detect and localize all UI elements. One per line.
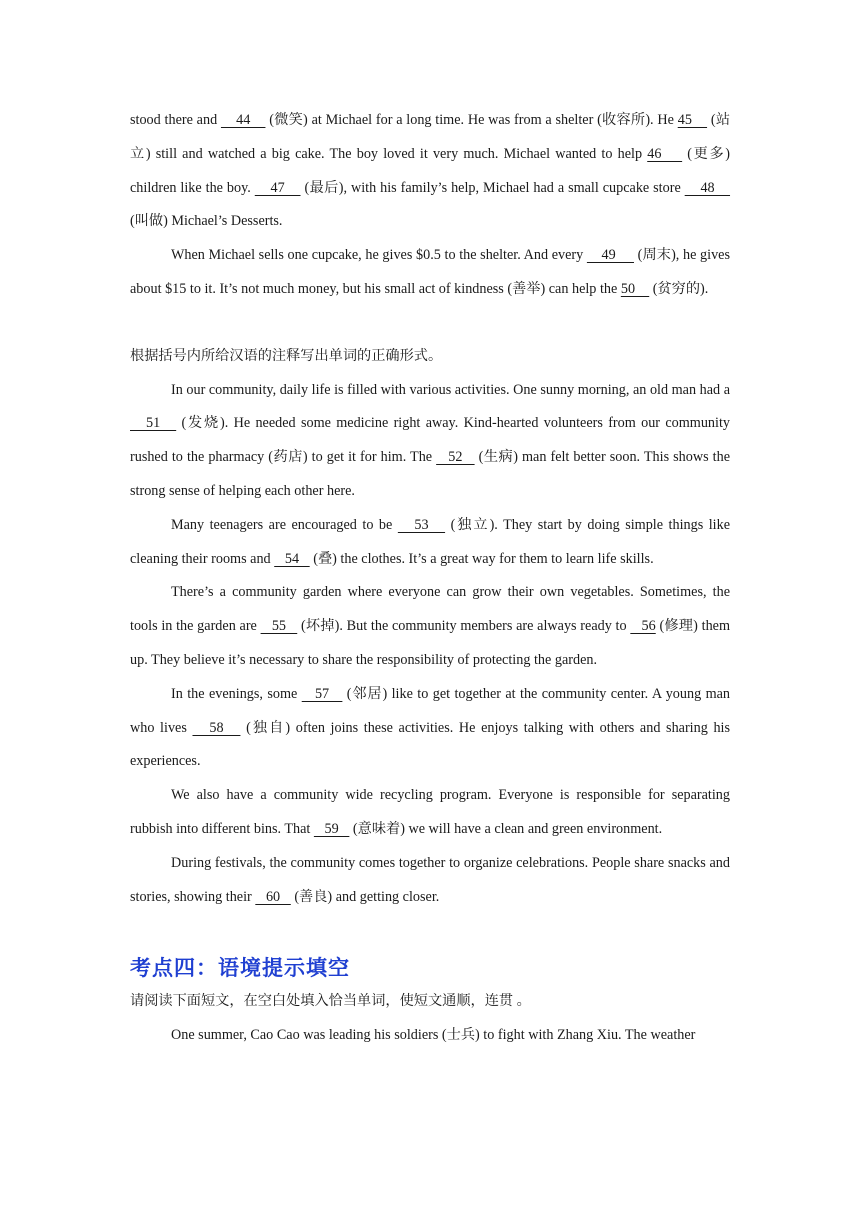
instruction-text: 根据括号内所给汉语的注释写出单词的正确形式。 [130,347,443,364]
blank-48: 48 [684,179,731,196]
text-run: stood there and [130,112,221,128]
text-run: (周末), he gives about $15 to it. It’s not much money, but his small act of kindness (善举) can help the [130,247,730,297]
blank-52: 52 [436,449,475,466]
text-run: (修理) them up. They believe it’s necessary to share the responsibility of protecting the garden. [130,618,731,668]
text-run: (站立) still and watched a big cake. The boy loved it very much. Michael wanted to help [130,112,731,162]
passage-b-paragraph-3 [130,576,730,677]
passage-b-paragraph-1 [130,374,730,509]
blank-45: 45 [677,112,708,128]
text-run: (发烧). He needed some medicine right away. Kind-hearted volunteers from our community rushed to the pharmacy (药店) to get it for him. The [130,415,730,466]
text-run: (微笑) at Michael for a long time. He was from a shelter (收容所). He [265,112,678,128]
text-run: (最后), with his family’s help, Michael had a small cupcake store [300,179,685,196]
text-run: (意味着) we will have a clean and green environment. [349,820,663,837]
blank-60: 60 [255,888,291,905]
text-run: (生病) man felt better soon. This shows the strong sense of helping each other here. [130,449,731,499]
blank-53: 53 [397,516,446,533]
blank-54: 54 [274,550,310,567]
passage-b-paragraph-5 [130,779,730,847]
blank-46: 46 [647,145,683,162]
text-run: (独自) often joins these activities. He enjoys talking with others and sharing his experiences. [130,719,730,770]
text-run: During festivals, the community comes together to organize celebrations. People share snacks and stories, showing their [130,854,730,905]
text-run: (独立). They start by doing simple things like cleaning their rooms and [130,516,730,567]
text-run: (邻居) like to get together at the community center. A young man who lives [130,685,731,736]
text-run: (善良) and getting closer. [290,888,440,905]
text-run: We also have a community wide recycling program. Everyone is responsible for separating rubbish into different bins. That [130,787,730,837]
text-run: When Michael sells one cupcake, he gives $0.5 to the shelter. And every [171,247,587,264]
blank-57: 57 [301,685,343,702]
blank-50: 50 [620,280,650,297]
document-body [130,104,730,1053]
passage-b-paragraph-6 [130,847,730,915]
blank-44: 44 [220,112,266,128]
instruction-text: 请阅读下面短文，在空白处填入恰当单词，使短文通顺，连贯 。 [130,993,531,1010]
passage-b-paragraph-2 [130,509,730,577]
text-run: (叫做) Michael’s Desserts. [130,213,283,230]
passage-a-paragraph-2 [130,239,730,307]
text-run: (贫穷的). [649,280,709,297]
passage-a-paragraph-1 [130,104,730,239]
passage-b-paragraph-4 [130,678,730,779]
blank-47: 47 [254,179,301,196]
text-run: There’s a community garden where everyone can grow their own vegetables. Sometimes, the tools in the garden are [130,584,730,635]
blank-59: 59 [313,820,350,837]
text-run: Many teenagers are encouraged to be [171,516,398,533]
text-run: (叠) the clothes. It’s a great way for them to learn life skills. [309,550,654,567]
blank-51: 51 [130,415,177,432]
text-run: In our community, daily life is filled with various activities. One sunny morning, an old man had a [171,381,730,398]
blank-56: 56 [630,618,656,635]
blank-55: 55 [260,618,298,635]
passage-c-paragraph-1: One summer, Cao Cao was leading his soldiers (士兵) to fight with Zhang Xiu. The weather [171,1027,696,1044]
text-run: In the evenings, some [171,685,302,702]
text-run: (坏掉). But the community members are always ready to [297,618,631,635]
blank-49: 49 [586,247,634,264]
text-run: (更多) children like the boy. [130,145,731,196]
section-heading: 考点四：语境提示填空 [130,955,350,981]
blank-58: 58 [192,719,241,736]
